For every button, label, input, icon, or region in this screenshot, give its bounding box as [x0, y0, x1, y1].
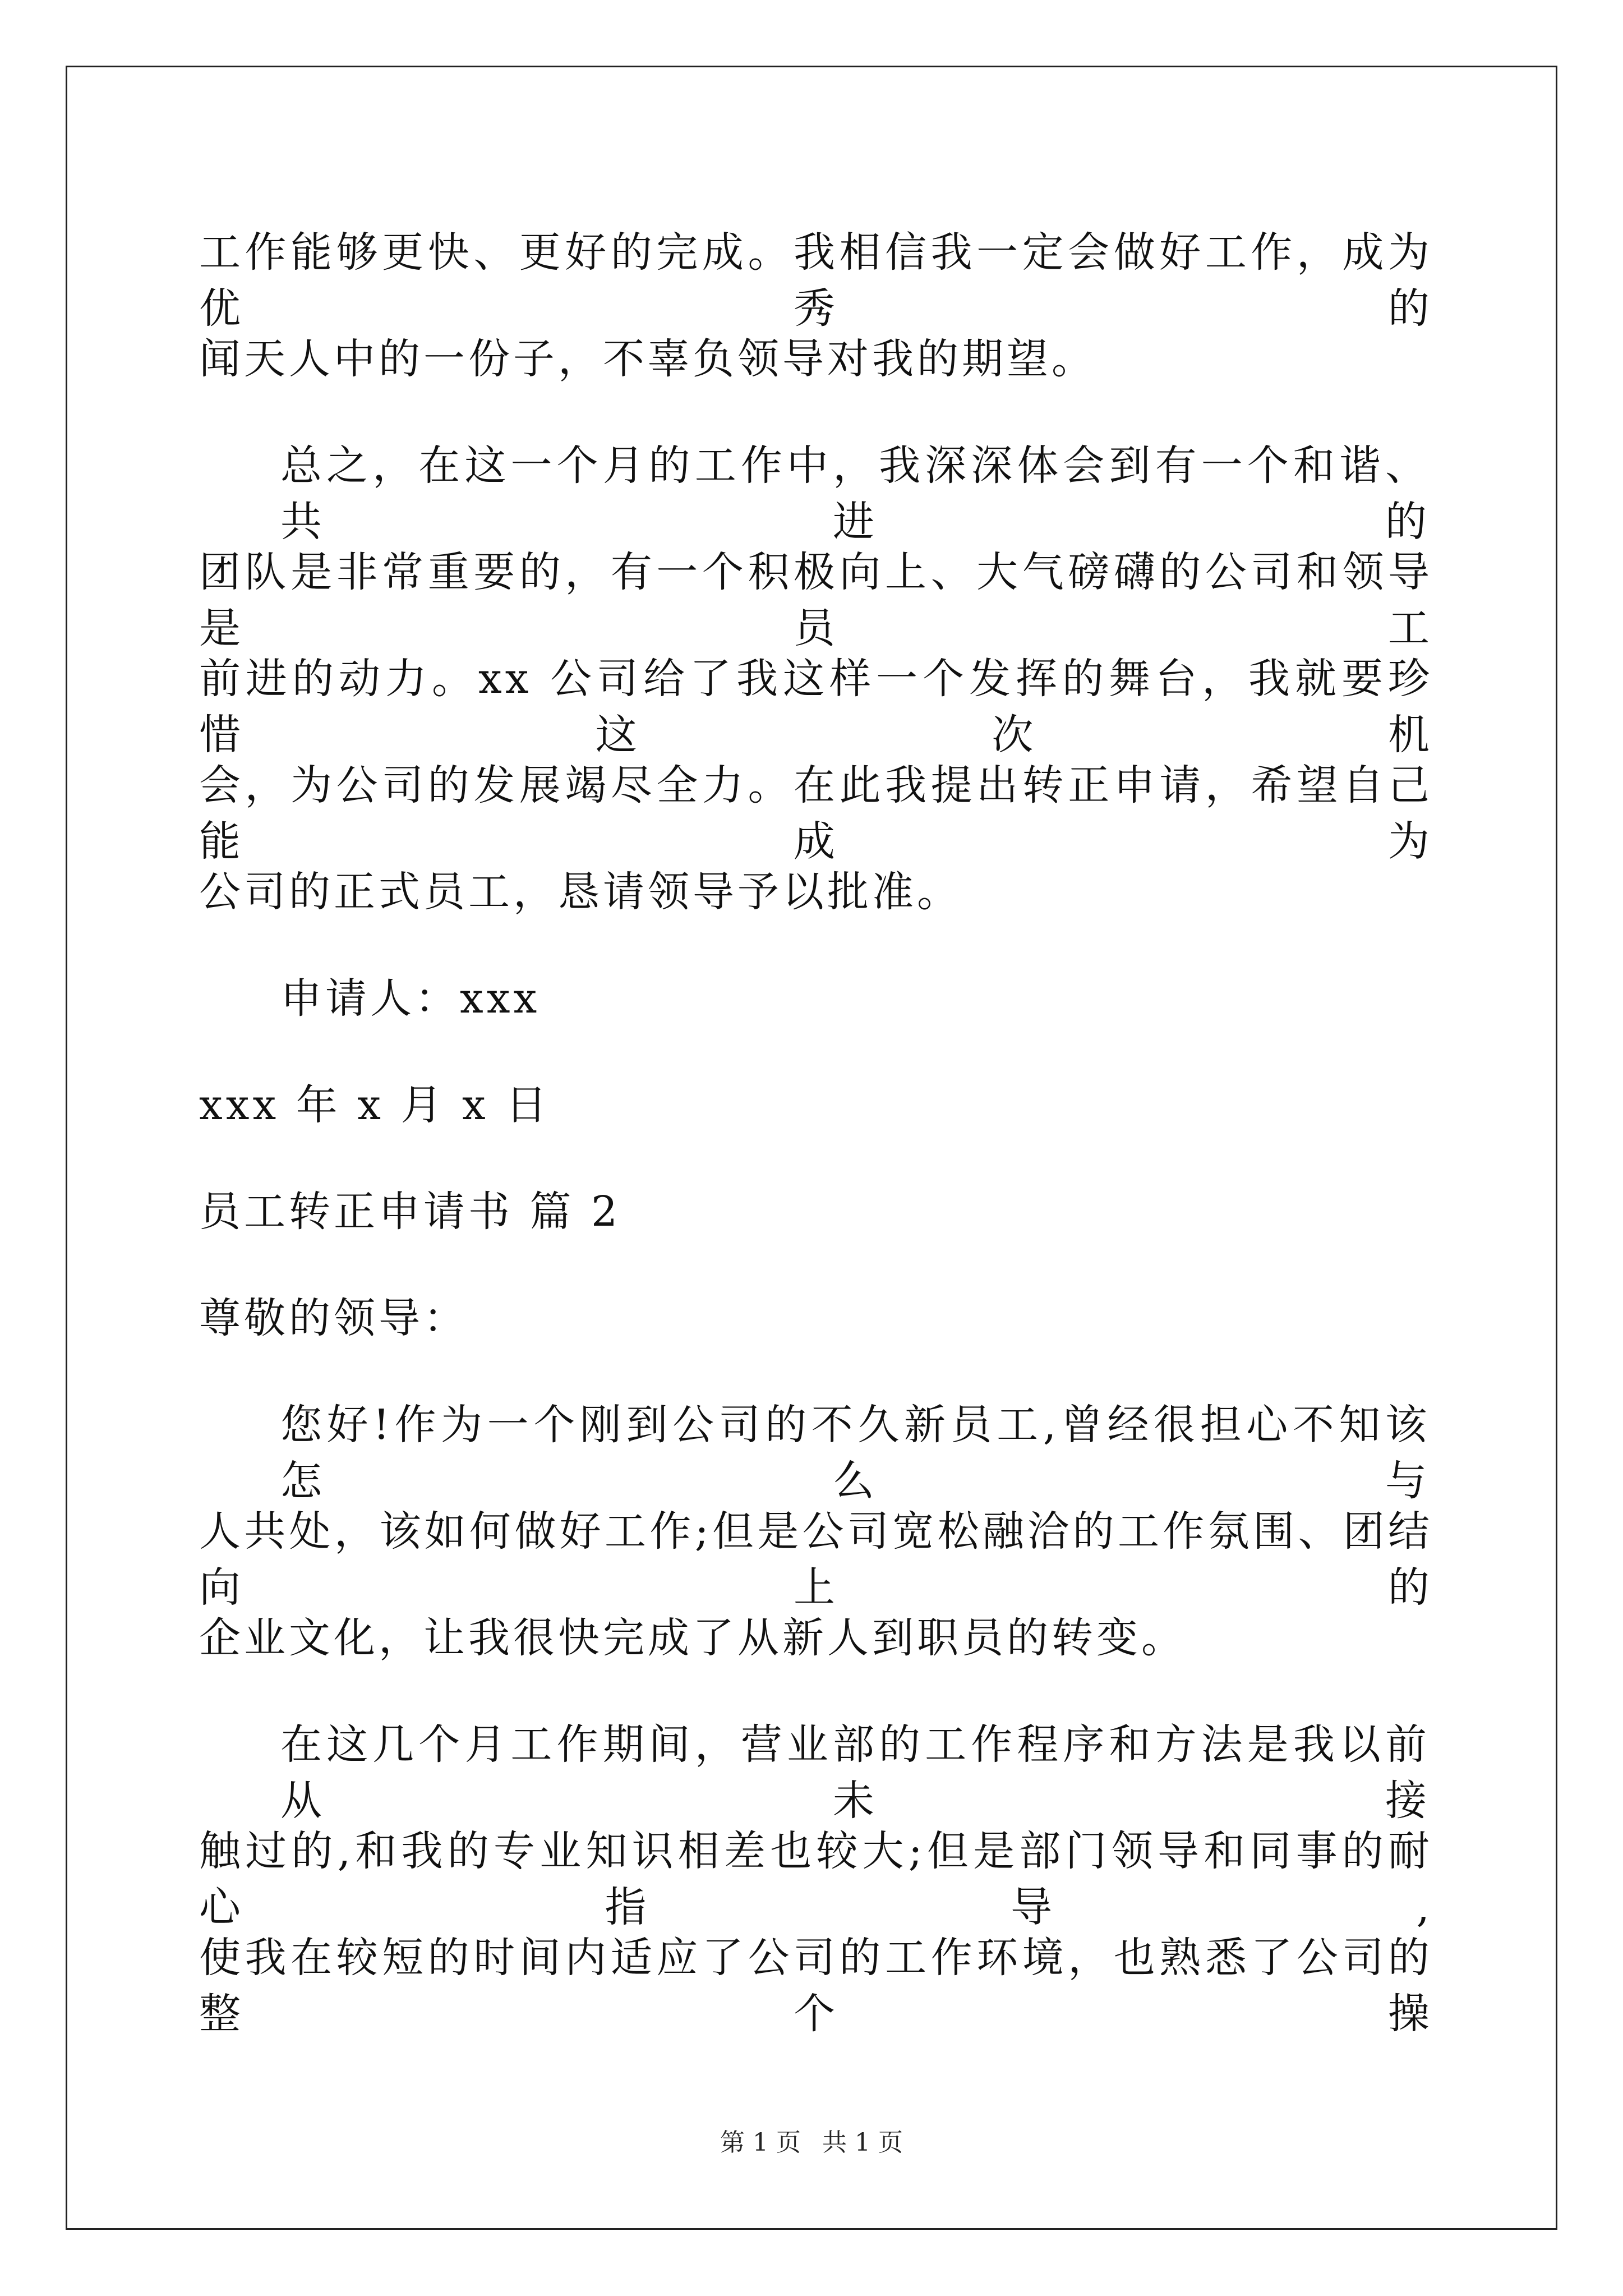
text-line: 会，为公司的发展竭尽全力。在此我提出转正申请，希望自己能成为 [199, 761, 1433, 866]
text-line: 闻天人中的一份子，不辜负领导对我的期望。 [199, 335, 1096, 383]
date-line: xxx 年 x 月 x 日 [199, 1081, 551, 1129]
section-title: 员工转正申请书 篇 2 [199, 1188, 621, 1236]
page-total: 共 1 页 [822, 2128, 903, 2157]
text-line: 工作能够更快、更好的完成。我相信我一定会做好工作，成为优秀的 [199, 228, 1433, 333]
text-line: 使我在较短的时间内适应了公司的工作环境，也熟悉了公司的整个操 [199, 1934, 1433, 2038]
text-line: 团队是非常重要的，有一个积极向上、大气磅礴的公司和领导是员工 [199, 548, 1433, 652]
text-line: 触过的,和我的专业知识相差也较大;但是部门领导和同事的耐心指导, [199, 1827, 1433, 1931]
page-footer [0, 2126, 1623, 2160]
text-line: 公司的正式员工，恳请领导予以批准。 [199, 868, 962, 916]
text-line: 您好!作为一个刚到公司的不久新员工,曾经很担心不知该怎么与 [280, 1401, 1430, 1505]
text-line: 前进的动力。xx 公司给了我这样一个发挥的舞台，我就要珍惜这次机 [199, 655, 1433, 759]
text-line: 总之，在这一个月的工作中，我深深体会到有一个和谐、共进的 [280, 441, 1430, 546]
applicant-line: 申请人：xxx [280, 974, 541, 1023]
text-line: 人共处，该如何做好工作;但是公司宽松融洽的工作氛围、团结向上的 [199, 1507, 1433, 1612]
text-line: 在这几个月工作期间，营业部的工作程序和方法是我以前从未接 [280, 1720, 1430, 1825]
salutation: 尊敬的领导： [199, 1294, 468, 1342]
page-number: 第 1 页 [720, 2128, 801, 2157]
text-line: 企业文化，让我很快完成了从新人到职员的转变。 [199, 1614, 1186, 1662]
